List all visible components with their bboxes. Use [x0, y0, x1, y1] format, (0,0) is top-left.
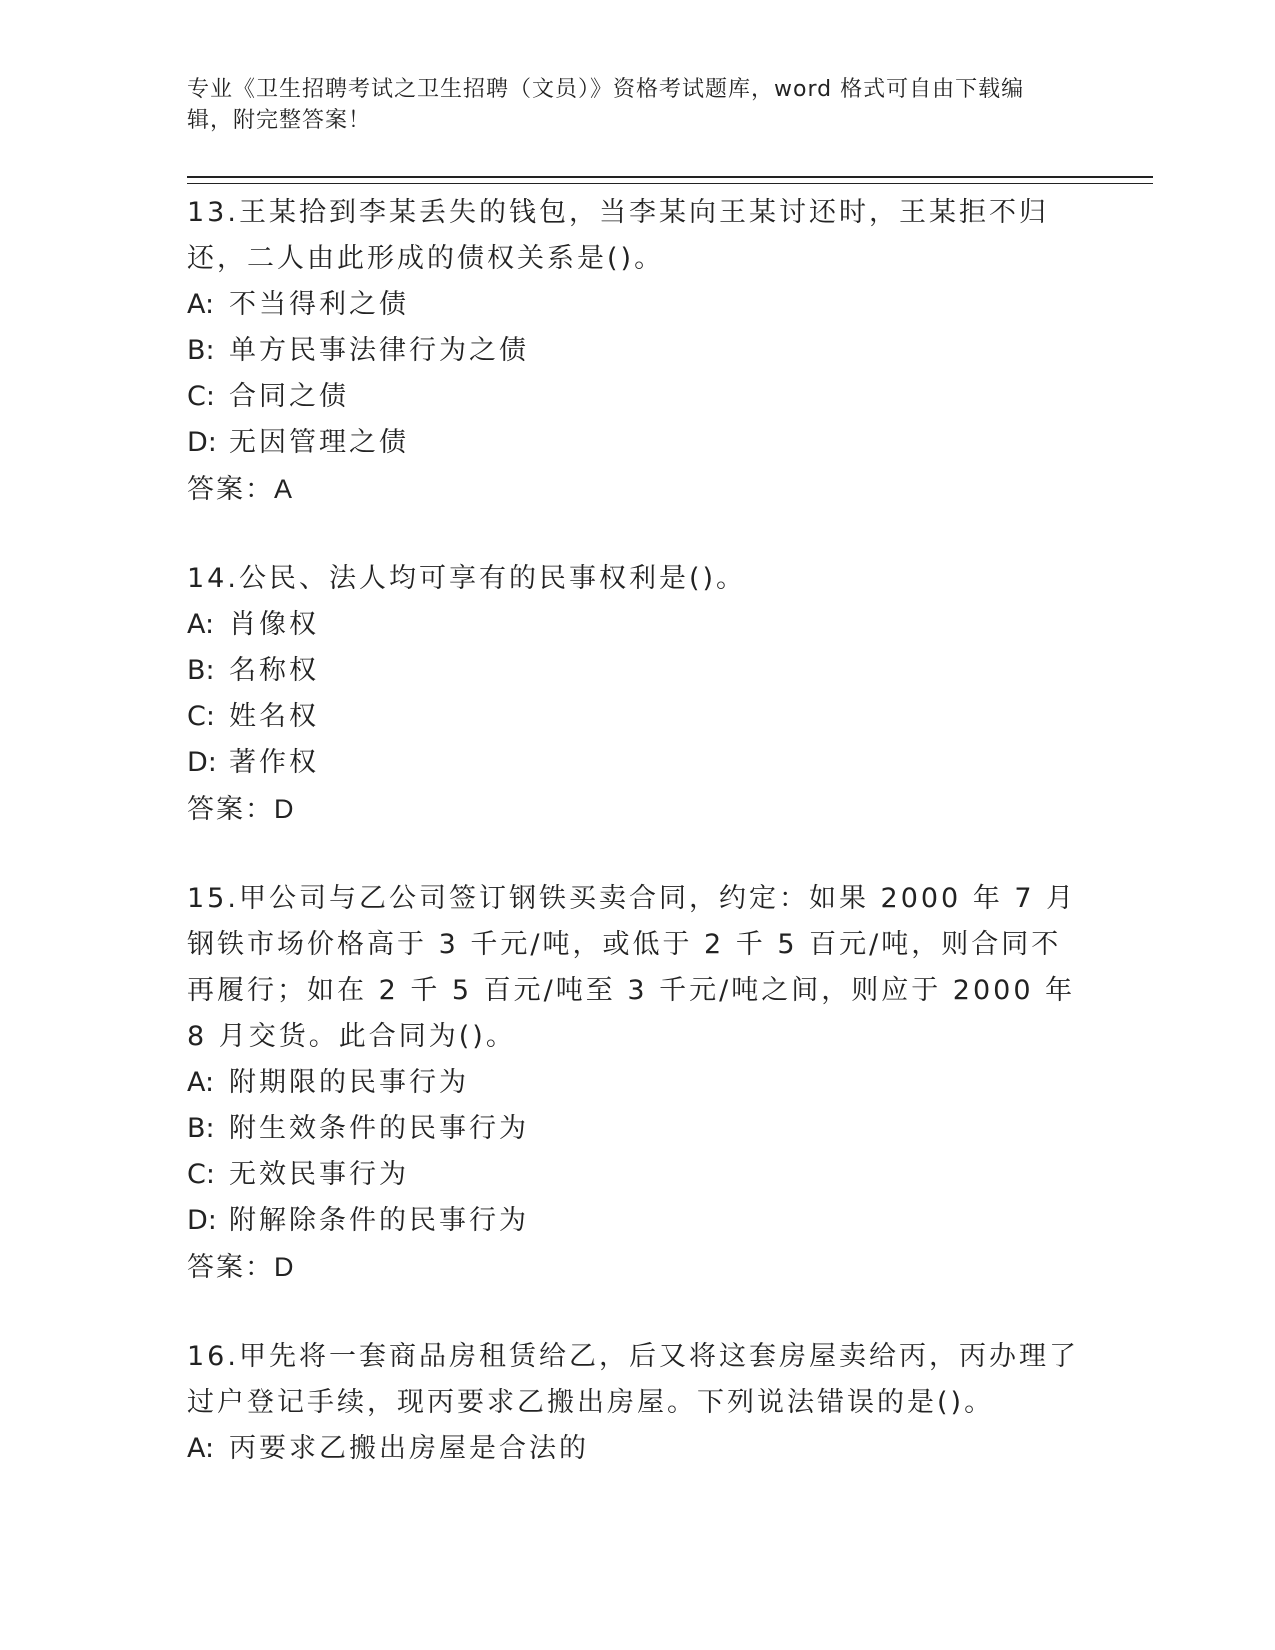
- option-text: 丙要求乙搬出房屋是合法的: [229, 1433, 589, 1464]
- option-text: 合同之债: [229, 381, 349, 412]
- option-text: 无效民事行为: [229, 1159, 409, 1190]
- answer-line: 答案：D: [187, 794, 296, 824]
- option-label: D:: [187, 747, 217, 778]
- question-14: [187, 556, 1087, 832]
- option-d: [187, 1198, 1087, 1244]
- option-d: [187, 420, 1087, 466]
- option-text: 附解除条件的民事行为: [229, 1205, 529, 1236]
- option-b: [187, 1106, 1087, 1152]
- answer-line: 答案：A: [187, 474, 295, 504]
- option-label: D:: [187, 1205, 217, 1236]
- question-list: [187, 190, 1087, 1516]
- question-13: [187, 190, 1087, 512]
- option-label: B:: [187, 1113, 215, 1144]
- option-a: [187, 1426, 1087, 1472]
- option-text: 附期限的民事行为: [229, 1067, 469, 1098]
- option-label: C:: [187, 381, 215, 412]
- option-text: 单方民事法律行为之债: [229, 335, 529, 366]
- option-text: 姓名权: [229, 701, 319, 732]
- option-label: B:: [187, 335, 215, 366]
- option-label: D:: [187, 427, 217, 458]
- option-text: 附生效条件的民事行为: [229, 1113, 529, 1144]
- option-label: B:: [187, 655, 215, 686]
- option-label: A:: [187, 1433, 215, 1464]
- option-label: A:: [187, 289, 215, 320]
- option-d: [187, 740, 1087, 786]
- option-text: 不当得利之债: [229, 289, 409, 320]
- header-double-rule: [187, 176, 1153, 184]
- option-label: A:: [187, 1067, 215, 1098]
- option-a: [187, 282, 1087, 328]
- option-text: 著作权: [229, 747, 319, 778]
- option-b: [187, 328, 1087, 374]
- option-text: 名称权: [229, 655, 319, 686]
- question-stem: 16.甲先将一套商品房租赁给乙，后又将这套房屋卖给丙，丙办理了过户登记手续，现丙要求乙搬出房屋。下列说法错误的是()。: [187, 1341, 1079, 1418]
- option-b: [187, 648, 1087, 694]
- option-a: [187, 1060, 1087, 1106]
- option-c: [187, 374, 1087, 420]
- option-c: [187, 1152, 1087, 1198]
- option-label: C:: [187, 1159, 215, 1190]
- option-c: [187, 694, 1087, 740]
- answer-line: 答案：D: [187, 1252, 296, 1282]
- option-label: C:: [187, 701, 215, 732]
- option-a: [187, 602, 1087, 648]
- question-16: [187, 1334, 1087, 1472]
- question-stem: 14.公民、法人均可享有的民事权利是()。: [187, 563, 747, 594]
- question-15: [187, 876, 1087, 1290]
- option-text: 肖像权: [229, 609, 319, 640]
- question-stem: 15.甲公司与乙公司签订钢铁买卖合同，约定：如果 2000 年 7 月钢铁市场价格高于 3 千元/吨，或低于 2 千 5 百元/吨，则合同不再履行；如在 2 千 5 百元/吨至 3 千元/吨之间，则应于 2000 年 8 月交货。此合同为()。: [187, 883, 1077, 1052]
- option-text: 无因管理之债: [229, 427, 409, 458]
- option-label: A:: [187, 609, 215, 640]
- document-header: 专业《卫生招聘考试之卫生招聘（文员）》资格考试题库，word 格式可自由下载编辑，附完整答案！: [187, 77, 1025, 133]
- question-stem: 13.王某拾到李某丢失的钱包，当李某向王某讨还时，王某拒不归还，二人由此形成的债权关系是()。: [187, 197, 1049, 274]
